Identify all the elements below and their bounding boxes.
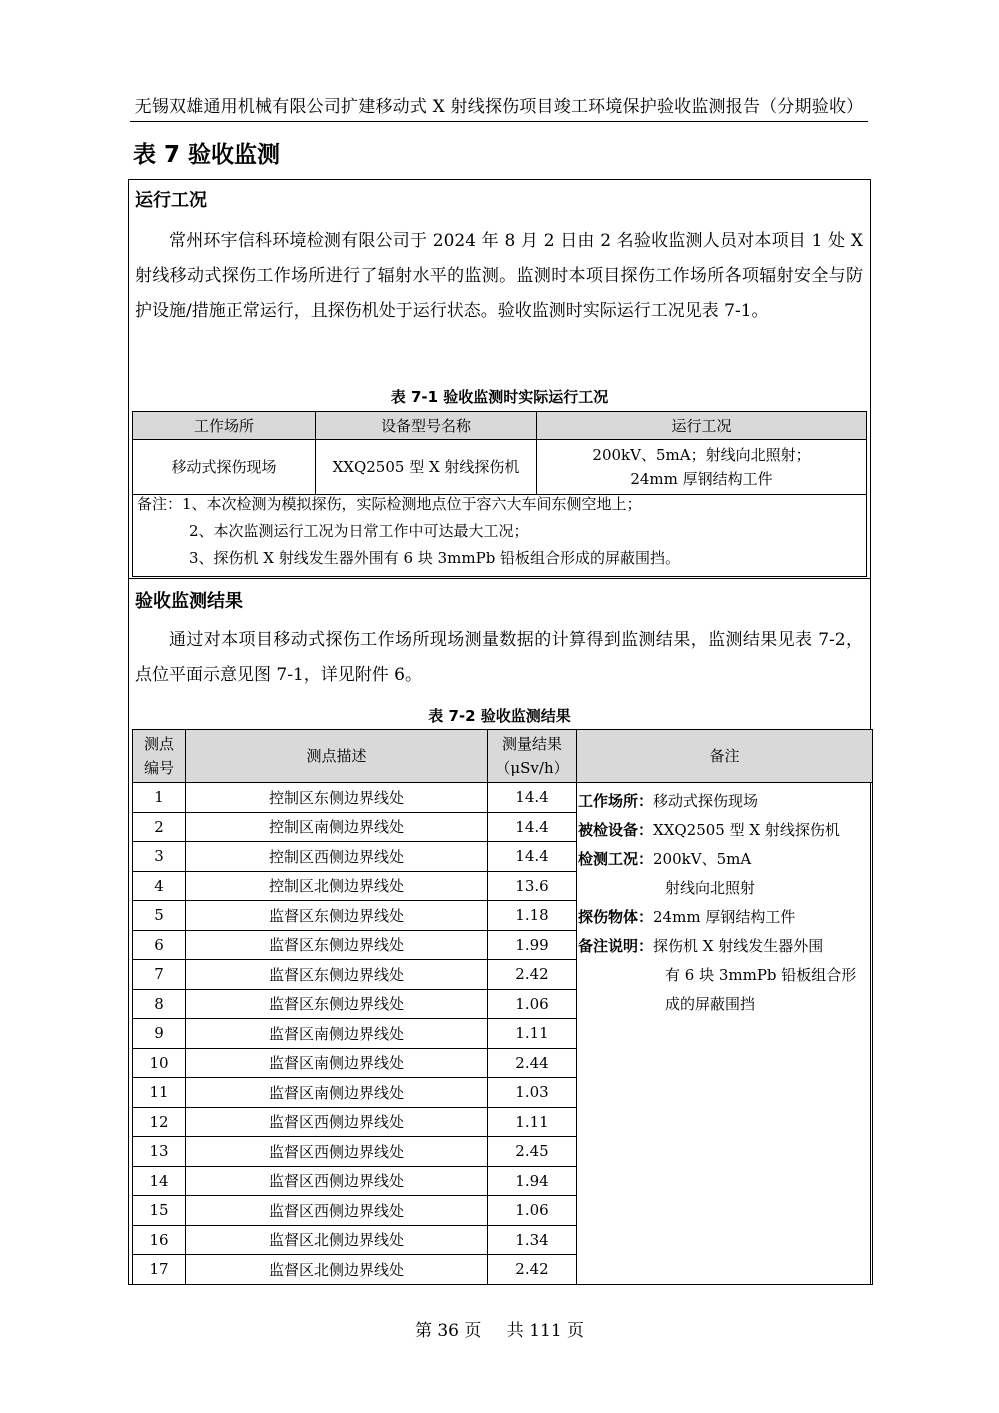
point-id: 16 <box>133 1225 186 1255</box>
point-desc: 监督区西侧边界线处 <box>186 1107 488 1137</box>
table-7-2 <box>132 729 873 1285</box>
remark-label: 检测工况： <box>578 850 654 868</box>
point-desc: 控制区南侧边界线处 <box>186 812 488 842</box>
point-value: 1.06 <box>488 1196 577 1226</box>
table-header: 运行工况 <box>537 412 867 440</box>
page-total: 共 111 页 <box>506 1321 585 1341</box>
note-line: 3、探伤机 X 射线发生器外围有 6 块 3mmPb 铅板组合形成的屏蔽围挡。 <box>189 549 681 567</box>
point-id: 2 <box>133 812 186 842</box>
point-value: 2.42 <box>488 1255 577 1285</box>
operation-section <box>128 179 871 579</box>
point-desc: 监督区西侧边界线处 <box>186 1137 488 1167</box>
point-value: 14.4 <box>488 842 577 872</box>
results-heading: 验收监测结果 <box>135 591 243 612</box>
point-id: 15 <box>133 1196 186 1226</box>
point-id: 6 <box>133 930 186 960</box>
table-header <box>133 730 186 783</box>
point-value: 1.34 <box>488 1225 577 1255</box>
section-title: 表 7 验收监测 <box>133 142 281 168</box>
header-line: 编号 <box>143 759 174 777</box>
point-value: 1.03 <box>488 1078 577 1108</box>
device-cell: XXQ2505 型 X 射线探伤机 <box>316 440 537 495</box>
table-7-2-caption: 表 7-2 验收监测结果 <box>428 707 571 725</box>
note-line: 备注：1、本次检测为模拟探伤，实际检测地点位于容六大车间东侧空地上； <box>137 495 642 513</box>
condition-line: 200kV、5mA；射线向北照射； <box>592 446 811 464</box>
point-desc: 监督区西侧边界线处 <box>186 1196 488 1226</box>
point-id: 7 <box>133 960 186 990</box>
point-desc: 监督区东侧边界线处 <box>186 930 488 960</box>
point-id: 13 <box>133 1137 186 1167</box>
remark-label: 备注说明： <box>578 937 654 955</box>
remark-value: 射线向北照射 <box>665 879 756 897</box>
condition-cell <box>537 440 867 495</box>
remark-value: 探伤机 X 射线发生器外围 <box>653 937 824 955</box>
table-7-1-notes <box>132 491 867 577</box>
remark-label: 工作场所： <box>578 792 654 810</box>
point-desc: 监督区北侧边界线处 <box>186 1225 488 1255</box>
remark-cell <box>577 783 873 1285</box>
remark-label: 被检设备： <box>578 821 654 839</box>
header-line: （μSv/h） <box>495 759 569 777</box>
table-row <box>133 783 873 813</box>
site-cell: 移动式探伤现场 <box>133 440 316 495</box>
remark-label: 探伤物体： <box>578 908 654 926</box>
remark-value: 有 6 块 3mmPb 铅板组合形 <box>665 966 857 984</box>
point-id: 10 <box>133 1048 186 1078</box>
point-desc: 控制区西侧边界线处 <box>186 842 488 872</box>
point-value: 2.44 <box>488 1048 577 1078</box>
page-footer <box>0 1316 999 1341</box>
operation-heading: 运行工况 <box>135 190 207 211</box>
point-desc: 监督区南侧边界线处 <box>186 1048 488 1078</box>
table-header <box>488 730 577 783</box>
remark-value: 成的屏蔽围挡 <box>665 995 756 1013</box>
remark-value: 移动式探伤现场 <box>653 792 759 810</box>
page-number: 第 36 页 <box>414 1321 482 1341</box>
point-id: 4 <box>133 871 186 901</box>
table-7-1-caption: 表 7-1 验收监测时实际运行工况 <box>390 388 609 406</box>
remark-value: 200kV、5mA <box>653 850 752 868</box>
remark-value: XXQ2505 型 X 射线探伤机 <box>653 821 840 839</box>
table-header: 备注 <box>577 730 873 783</box>
condition-line: 24mm 厚钢结构工件 <box>630 470 773 488</box>
point-desc: 监督区北侧边界线处 <box>186 1255 488 1285</box>
point-desc: 监督区西侧边界线处 <box>186 1166 488 1196</box>
point-value: 2.45 <box>488 1137 577 1167</box>
table-header: 设备型号名称 <box>316 412 537 440</box>
note-line: 2、本次监测运行工况为日常工作中可达最大工况； <box>189 522 529 540</box>
point-desc: 监督区南侧边界线处 <box>186 1019 488 1049</box>
table-7-1 <box>132 411 867 495</box>
point-value: 1.94 <box>488 1166 577 1196</box>
point-value: 14.4 <box>488 783 577 813</box>
operation-paragraph: 常州环宇信科环境检测有限公司于 2024 年 8 月 2 日由 2 名验收监测人员对本项目 1 处 X 射线移动式探伤工作场所进行了辐射水平的监测。监测时本项目探伤工作场所各项辐射安全与防护设施/措施正常运行，且探伤机处于运行状态。验收监测时实际运行工况见表 7-1。 <box>135 231 863 321</box>
point-id: 1 <box>133 783 186 813</box>
table-header: 测点描述 <box>186 730 488 783</box>
report-header: 无锡双雄通用机械有限公司扩建移动式 X 射线探伤项目竣工环境保护验收监测报告（分期验收） <box>130 92 868 122</box>
table-row <box>133 440 867 495</box>
point-value: 2.42 <box>488 960 577 990</box>
point-id: 9 <box>133 1019 186 1049</box>
point-desc: 控制区东侧边界线处 <box>186 783 488 813</box>
point-value: 1.11 <box>488 1107 577 1137</box>
point-value: 13.6 <box>488 871 577 901</box>
results-section <box>128 579 871 1285</box>
table-header: 工作场所 <box>133 412 316 440</box>
header-line: 测量结果 <box>501 735 562 753</box>
point-desc: 监督区东侧边界线处 <box>186 989 488 1019</box>
point-id: 12 <box>133 1107 186 1137</box>
point-value: 1.06 <box>488 989 577 1019</box>
point-desc: 监督区东侧边界线处 <box>186 901 488 931</box>
point-desc: 控制区北侧边界线处 <box>186 871 488 901</box>
point-id: 8 <box>133 989 186 1019</box>
point-value: 1.99 <box>488 930 577 960</box>
point-value: 14.4 <box>488 812 577 842</box>
point-desc: 监督区东侧边界线处 <box>186 960 488 990</box>
point-value: 1.11 <box>488 1019 577 1049</box>
results-paragraph: 通过对本项目移动式探伤工作场所现场测量数据的计算得到监测结果，监测结果见表 7-2，点位平面示意见图 7-1，详见附件 6。 <box>135 630 863 685</box>
header-line: 测点 <box>143 735 174 753</box>
point-id: 14 <box>133 1166 186 1196</box>
point-id: 5 <box>133 901 186 931</box>
point-id: 3 <box>133 842 186 872</box>
remark-value: 24mm 厚钢结构工件 <box>653 908 796 926</box>
point-id: 11 <box>133 1078 186 1108</box>
point-value: 1.18 <box>488 901 577 931</box>
point-id: 17 <box>133 1255 186 1285</box>
point-desc: 监督区南侧边界线处 <box>186 1078 488 1108</box>
